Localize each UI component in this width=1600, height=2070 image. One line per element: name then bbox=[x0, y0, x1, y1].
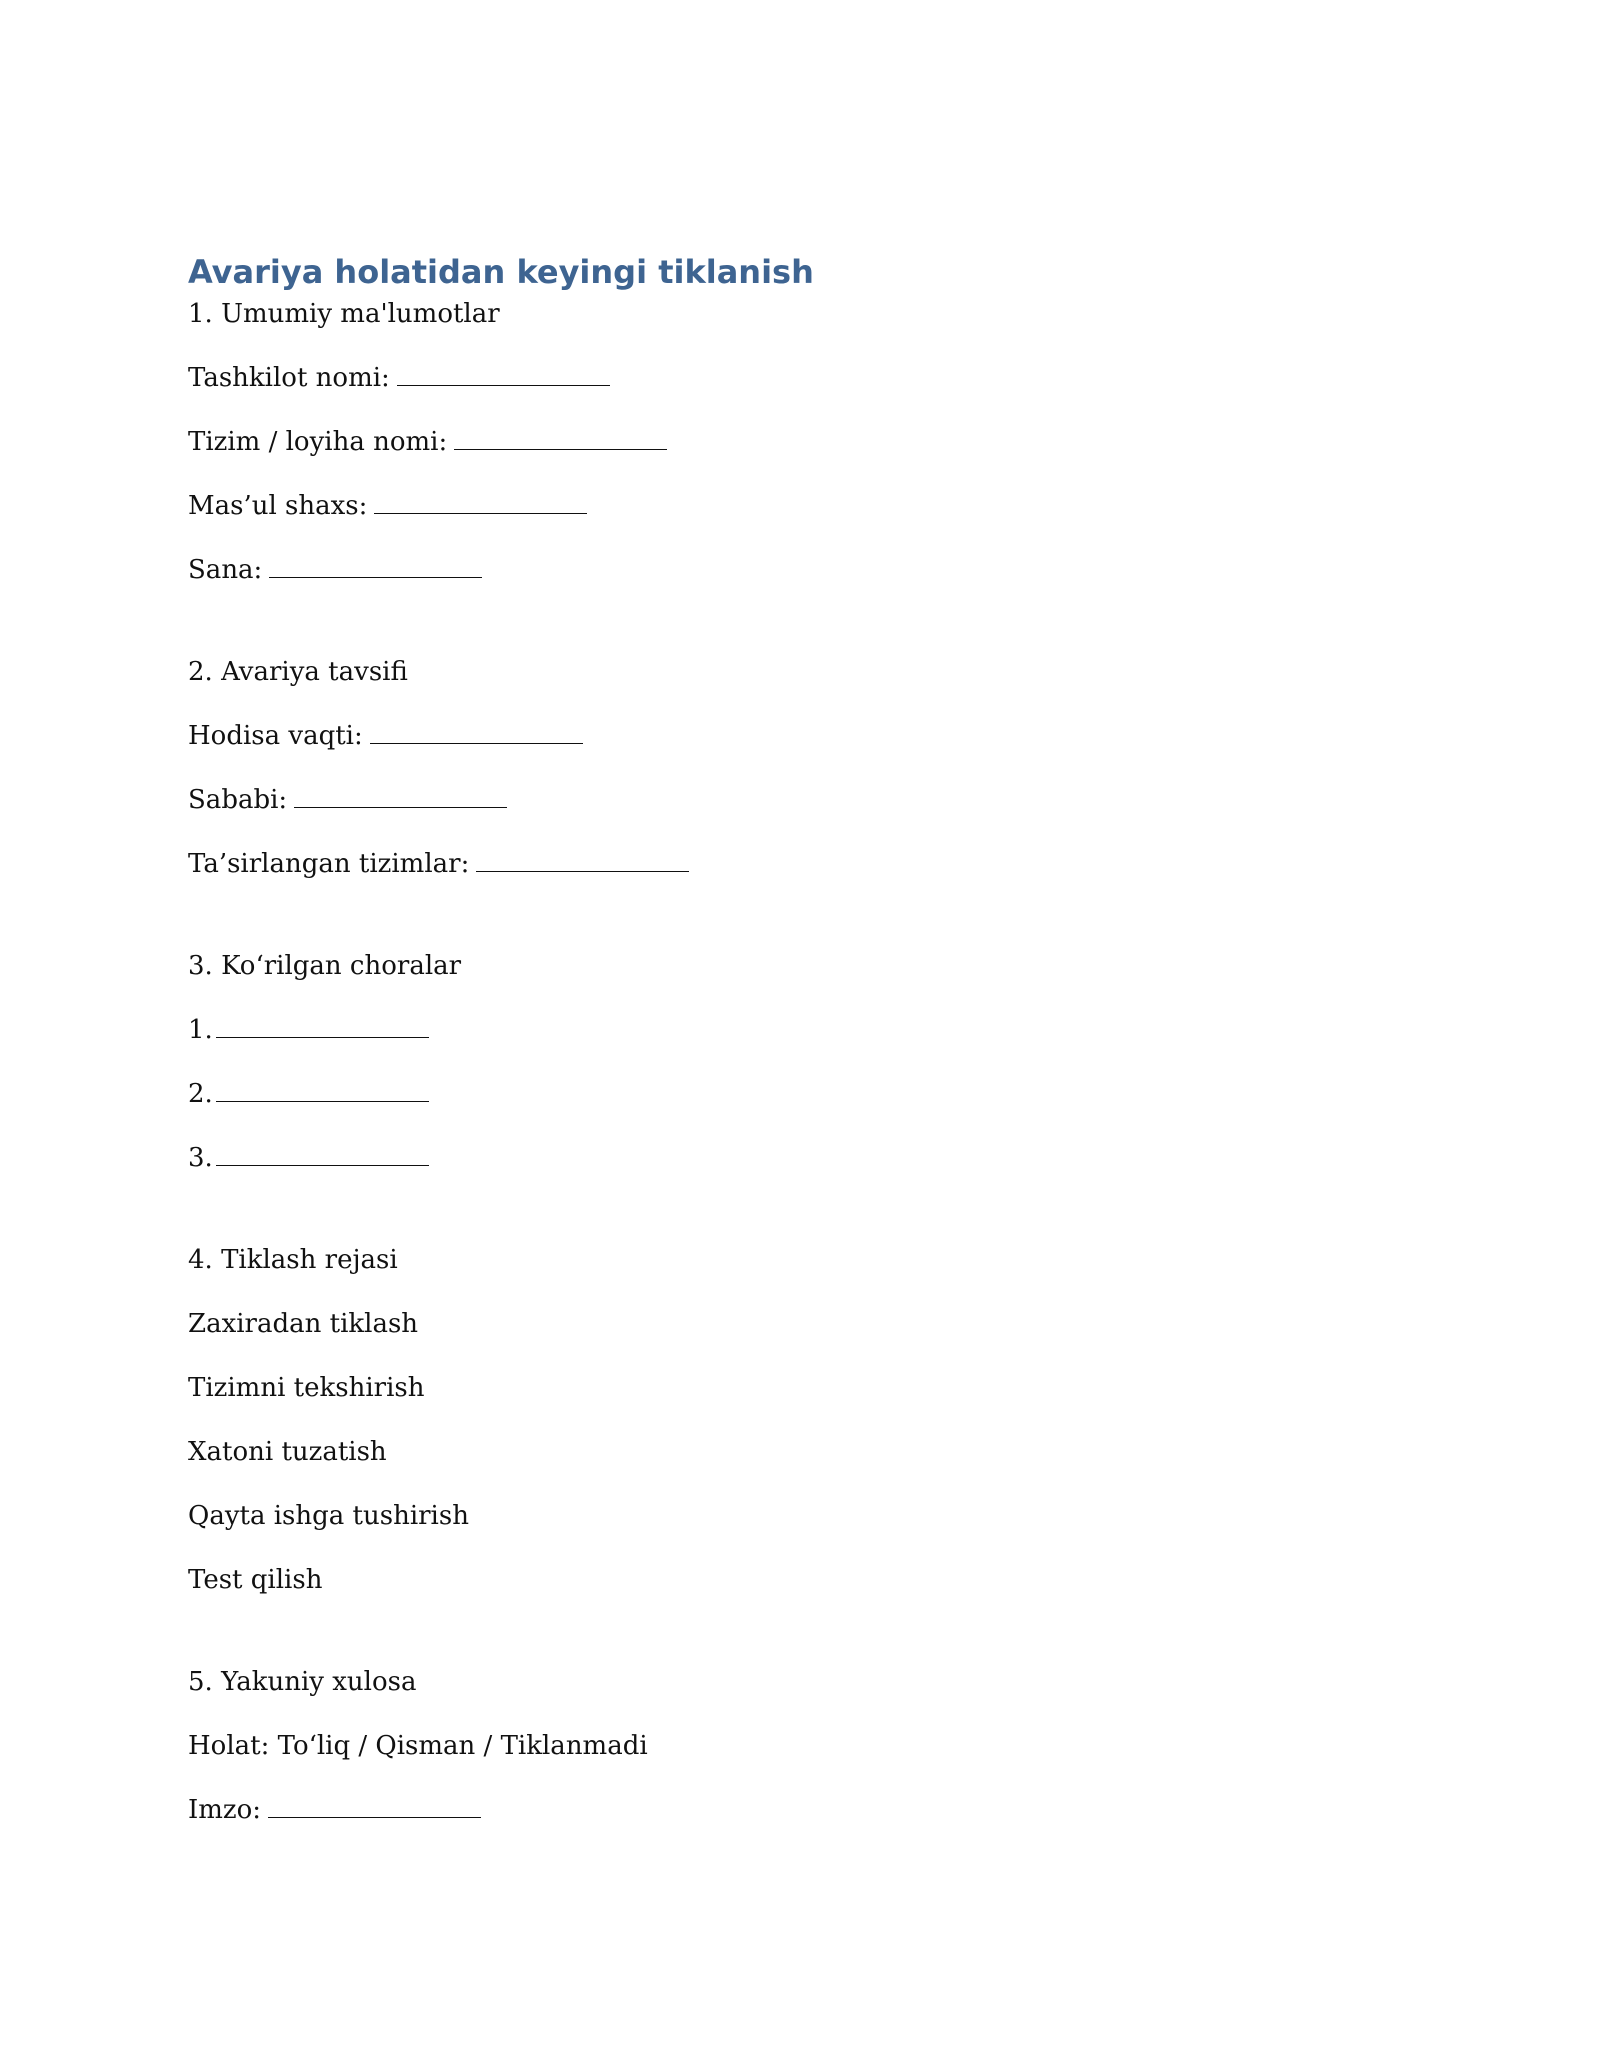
plan-item: Test qilish bbox=[188, 1565, 323, 1595]
section-heading: 5. Yakuniy xulosa bbox=[188, 1667, 417, 1697]
item-number: 1. bbox=[188, 1015, 213, 1045]
field-label: Tizim / loyiha nomi: bbox=[188, 427, 448, 457]
fill-in-blank bbox=[268, 1795, 481, 1818]
field-label: Mas’ul shaxs: bbox=[188, 491, 368, 521]
section-heading: 3. Ko‘rilgan choralar bbox=[188, 951, 462, 981]
form-field-date bbox=[188, 552, 482, 588]
fill-in-blank bbox=[374, 491, 587, 514]
form-field-organization bbox=[188, 360, 610, 396]
numbered-blank-1 bbox=[188, 1012, 429, 1048]
numbered-blank-3 bbox=[188, 1140, 429, 1176]
fill-in-blank bbox=[476, 849, 689, 872]
plan-item: Zaxiradan tiklash bbox=[188, 1309, 419, 1339]
form-field-system bbox=[188, 424, 667, 460]
field-label: Hodisa vaqti: bbox=[188, 721, 363, 751]
fill-in-blank bbox=[216, 1143, 429, 1166]
item-number: 3. bbox=[188, 1143, 213, 1173]
field-label: Ta’sirlangan tizimlar: bbox=[188, 849, 470, 879]
fill-in-blank bbox=[397, 363, 610, 386]
fill-in-blank bbox=[294, 785, 507, 808]
document-title: Avariya holatidan keyingi tiklanish bbox=[188, 253, 814, 291]
item-number: 2. bbox=[188, 1079, 213, 1109]
plan-item: Qayta ishga tushirish bbox=[188, 1501, 469, 1531]
fill-in-blank bbox=[370, 721, 583, 744]
form-field-signature bbox=[188, 1792, 481, 1828]
fill-in-blank bbox=[216, 1015, 429, 1038]
plan-item: Tizimni tekshirish bbox=[188, 1373, 425, 1403]
form-field-responsible bbox=[188, 488, 587, 524]
field-label: Sana: bbox=[188, 555, 263, 585]
form-field-affected-systems bbox=[188, 846, 689, 882]
section-heading: 1. Umumiy ma'lumotlar bbox=[188, 299, 500, 329]
numbered-blank-2 bbox=[188, 1076, 429, 1112]
field-label: Imzo: bbox=[188, 1795, 262, 1825]
fill-in-blank bbox=[454, 427, 667, 450]
status-line: Holat: To‘liq / Qisman / Tiklanmadi bbox=[188, 1731, 648, 1761]
form-field-cause bbox=[188, 782, 507, 818]
field-label: Tashkilot nomi: bbox=[188, 363, 390, 393]
form-field-incident-time bbox=[188, 718, 583, 754]
fill-in-blank bbox=[269, 555, 482, 578]
section-heading: 4. Tiklash rejasi bbox=[188, 1245, 398, 1275]
plan-item: Xatoni tuzatish bbox=[188, 1437, 387, 1467]
field-label: Sababi: bbox=[188, 785, 288, 815]
section-heading: 2. Avariya tavsifi bbox=[188, 657, 408, 687]
fill-in-blank bbox=[216, 1079, 429, 1102]
